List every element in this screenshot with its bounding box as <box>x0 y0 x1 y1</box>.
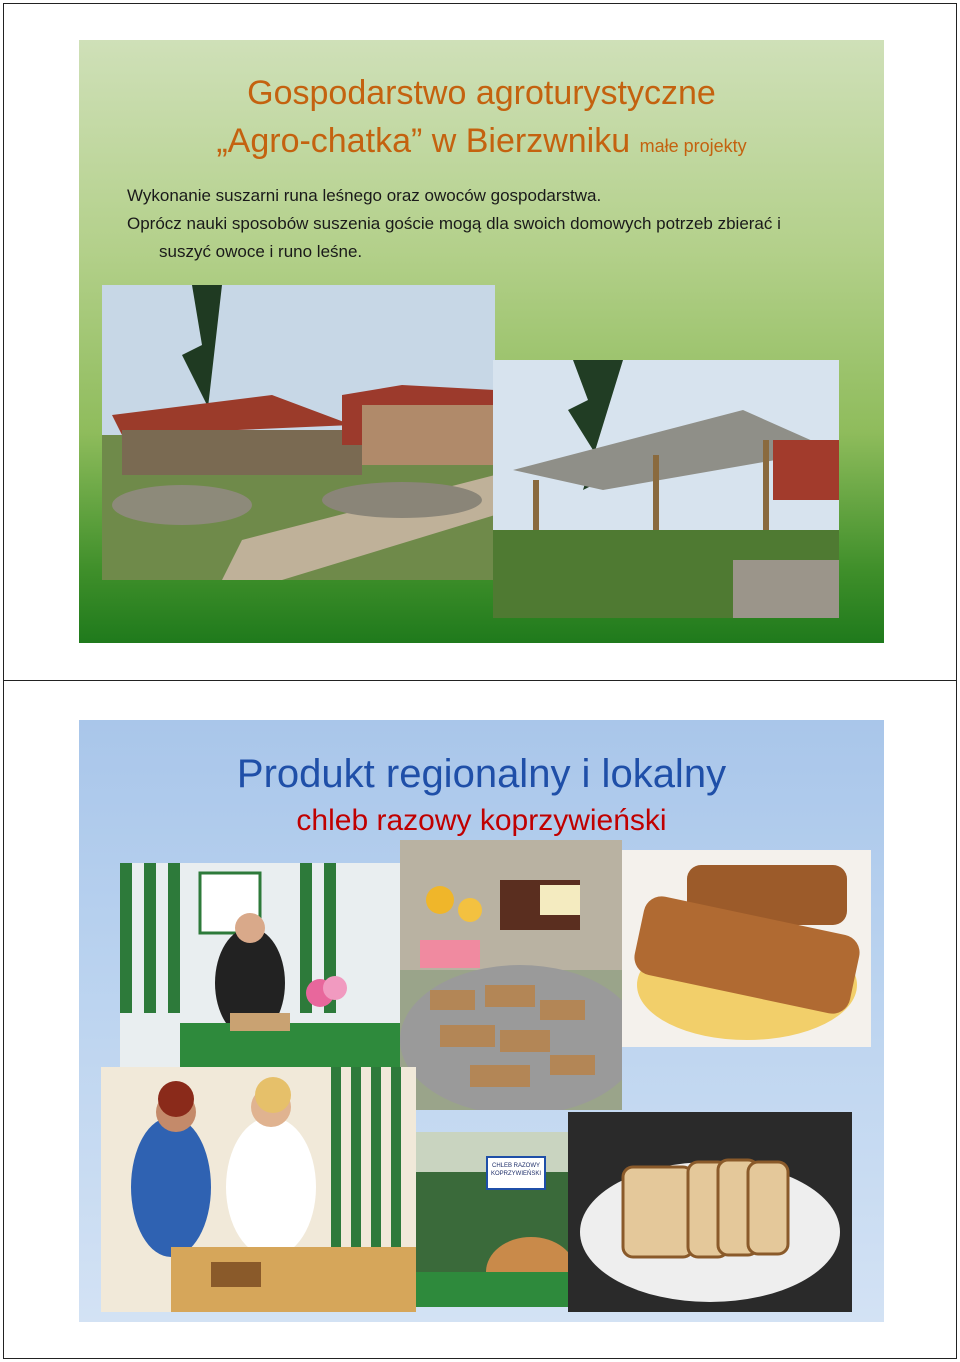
photo-bread-loaves <box>622 850 871 1047</box>
slide1-title-line2 <box>79 120 884 167</box>
slide1-body-line2: Oprócz nauki sposobów suszenia goście mogą dla swoich domowych potrzeb zbierać i <box>127 214 781 233</box>
slide-regional-product <box>79 720 884 1322</box>
slide1-body <box>127 182 867 266</box>
slide1-body-line3: suszyć owoce i runo leśne. <box>159 242 363 261</box>
slide1-body-line1: Wykonanie suszarni runa leśnego oraz owoców gospodarstwa. <box>127 186 602 205</box>
photo-market-stand <box>120 863 400 1073</box>
slide-agro-chatka <box>79 40 884 643</box>
slide1-title-small: małe projekty <box>639 136 747 156</box>
slide1-title-main: „Agro-chatka” w Bierzwniku <box>216 122 631 160</box>
photo-regional-stand <box>416 1132 568 1307</box>
photo-women-serving <box>101 1067 416 1312</box>
page-divider <box>3 680 957 681</box>
slide1-title-line1: Gospodarstwo agroturystyczne <box>247 74 716 112</box>
photo-sliced-bread <box>568 1112 852 1312</box>
stand-sign: CHLEB RAZOWY KOPRZYWIEŃSKI <box>486 1156 546 1190</box>
photo-bread-platter <box>400 840 622 1110</box>
slide2-subtitle: chleb razowy koprzywieński <box>296 804 667 837</box>
slide2-title: Produkt regionalny i lokalny <box>236 752 727 796</box>
photo-farm-buildings <box>102 285 495 580</box>
photo-drying-pavilion <box>493 360 839 618</box>
